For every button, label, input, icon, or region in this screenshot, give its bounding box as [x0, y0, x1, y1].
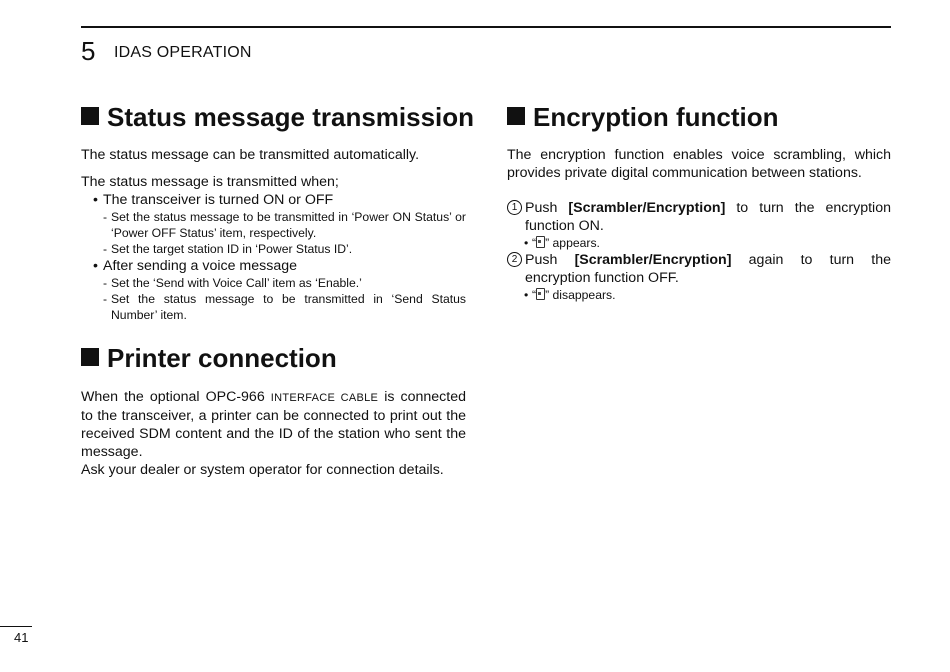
encryption-step-2 [507, 251, 891, 287]
status-sub-4: - Set the status message to be transmitted in ‘Send Status Number’ item. [103, 292, 466, 322]
step-2-before: Push [525, 252, 558, 268]
printer-para-before: When the optional OPC-966 [81, 389, 265, 405]
printer-heading [81, 341, 466, 375]
status-heading [81, 100, 475, 134]
left-column [81, 100, 475, 479]
step-2-number: 2 [507, 252, 522, 267]
step-1-before: Push [525, 200, 558, 216]
status-sub-4-text: Set the status message to be transmitted in ‘Send Status Number’ item. [111, 292, 466, 322]
status-bullet-1: • The transceiver is turned ON or OFF [93, 192, 334, 208]
status-heading-text: Status message transmission [107, 102, 475, 132]
encryption-step-1 [507, 199, 891, 235]
status-bullet-1-text: The transceiver is turned ON or OFF [103, 192, 334, 208]
footer-rule [0, 626, 32, 627]
status-when-label: The status message is transmitted when; [81, 174, 339, 190]
printer-paragraph-2: Ask your dealer or system operator for connection details. [81, 462, 444, 478]
status-sub-1: - Set the status message to be transmitted in ‘Power ON Status’ or ‘Power OFF Status’ item, respectively. [103, 210, 466, 240]
status-sub-2: - Set the target station ID in ‘Power Status ID’. [103, 242, 353, 256]
encryption-heading-text: Encryption function [533, 102, 779, 132]
header-rule [81, 26, 891, 28]
status-sub-2-text: Set the target station ID in ‘Power Status ID’. [111, 242, 353, 256]
step-2-note-open: “ [532, 288, 537, 302]
step-1-note-close: ” appears. [545, 236, 600, 250]
scrambler-encryption-key-2: [Scrambler/Encryption] [574, 252, 732, 268]
square-bullet-icon [507, 107, 525, 125]
printer-para-smallcaps: INTERFACE CABLE [270, 392, 379, 404]
encryption-intro: The encryption function enables voice scrambling, which provides private digital communication between stations. [507, 147, 891, 181]
status-sub-3: - Set the ‘Send with Voice Call’ item as ‘Enable.’ [103, 276, 362, 290]
status-intro: The status message can be transmitted automatically. [81, 147, 420, 163]
step-1-note: • “ ” appears. [524, 236, 600, 250]
step-2-after: again to turn the encryption function OFF. [525, 252, 892, 286]
step-1-after: to turn the encryption function ON. [525, 200, 891, 234]
square-bullet-icon [81, 107, 99, 125]
status-sub-1-text: Set the status message to be transmitted in ‘Power ON Status’ or ‘Power OFF Status’ item, respectively. [111, 210, 466, 240]
encryption-icon [536, 288, 545, 300]
right-column [507, 100, 891, 303]
scrambler-encryption-key-1: [Scrambler/Encryption] [568, 200, 726, 216]
encryption-icon [536, 236, 545, 248]
step-2-note-close: ” disappears. [545, 288, 616, 302]
printer-para-after: is connected to the transceiver, a printer can be connected to print out the received SDM content and the ID of the station who sent the message. [81, 389, 466, 460]
square-bullet-icon [81, 348, 99, 366]
chapter-title: IDAS OPERATION [114, 44, 252, 61]
step-1-note-open: “ [532, 236, 537, 250]
status-bullet-2: • After sending a voice message [93, 258, 298, 274]
step-2-note: • “ ” disappears. [524, 288, 616, 302]
status-sub-3-text: Set the ‘Send with Voice Call’ item as ‘Enable.’ [111, 276, 362, 290]
step-1-number: 1 [507, 200, 522, 215]
encryption-heading [507, 100, 891, 134]
status-bullet-2-text: After sending a voice message [103, 258, 298, 274]
printer-heading-text: Printer connection [107, 343, 337, 373]
printer-paragraph [81, 388, 466, 461]
chapter-number: 5 [81, 36, 96, 66]
page-number: 41 [14, 630, 29, 645]
